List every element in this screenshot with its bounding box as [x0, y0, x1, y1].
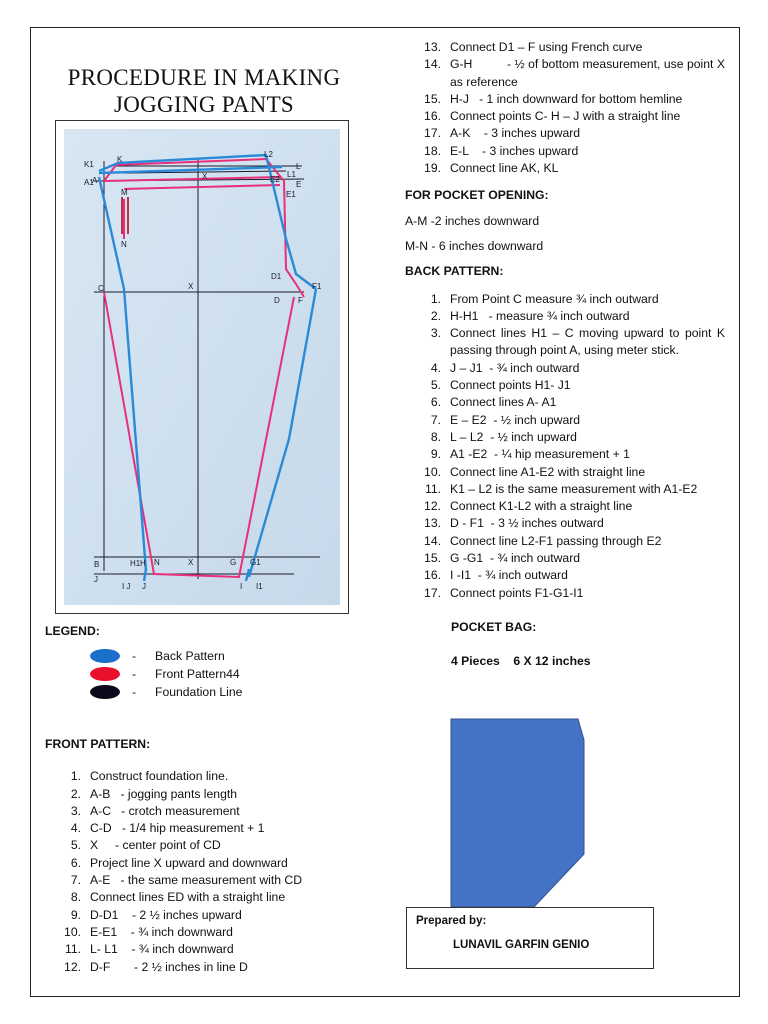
list-item	[405, 56, 729, 91]
prepared-by-label: Prepared by:	[416, 915, 487, 927]
list-number: 15.	[424, 551, 441, 566]
photo-label: H	[140, 559, 146, 568]
list-text: H-H1 - measure ¾ inch outward	[450, 308, 630, 323]
list-item	[45, 768, 335, 785]
photo-label: E1	[286, 190, 296, 199]
list-item	[405, 533, 725, 550]
list-item	[405, 394, 725, 411]
list-item	[45, 820, 335, 837]
list-text: A-E - the same measurement with CD	[90, 873, 302, 888]
list-number: 13.	[424, 40, 441, 54]
list-text: D-D1 - 2 ½ inches upward	[90, 907, 242, 922]
list-text: D-F - 2 ½ inches in line D	[90, 959, 248, 974]
front-pattern-list	[45, 768, 335, 976]
photo-label: A1	[84, 178, 94, 187]
list-number: 2.	[70, 786, 81, 801]
list-number: 10.	[424, 464, 441, 479]
photo-label: D1	[271, 272, 282, 281]
photo-label: B	[94, 560, 100, 569]
list-text: E-E1 - ¾ inch downward	[90, 924, 233, 939]
list-number: 8.	[70, 890, 81, 905]
front-pattern-section	[45, 736, 335, 976]
photo-label: K	[117, 155, 123, 164]
list-text: Connect lines H1 – C moving upward to point K passing through point A, using meter stick.	[450, 326, 729, 358]
list-text: C-D - 1/4 hip measurement + 1	[90, 821, 265, 836]
pocket-bag-spec: 4 Pieces 6 X 12 inches	[451, 654, 591, 669]
legend-heading: LEGEND:	[45, 624, 100, 638]
list-item	[405, 39, 725, 56]
photo-label: J	[94, 575, 98, 584]
list-number: 9.	[70, 907, 81, 922]
photo-label: J	[142, 582, 146, 591]
list-item	[45, 855, 335, 872]
list-number: 5.	[70, 838, 81, 853]
photo-label: H1	[130, 559, 141, 568]
list-item	[405, 377, 725, 394]
list-item	[45, 786, 335, 803]
list-text: E-L - 3 inches upward	[450, 143, 579, 158]
list-number: 3.	[430, 326, 441, 341]
list-text: Connect D1 – F using French curve	[450, 40, 643, 54]
list-item	[45, 872, 335, 889]
list-text: Connect lines A- A1	[450, 395, 557, 410]
list-number: 1.	[70, 769, 81, 784]
list-text: Connect points H1- J1	[450, 378, 571, 393]
photo-label: D	[274, 296, 280, 305]
list-text: L- L1 - ¾ inch downward	[90, 942, 234, 957]
right-column	[405, 39, 729, 671]
photo-label: A	[92, 176, 98, 185]
list-number: 10.	[64, 924, 81, 939]
list-item	[405, 160, 725, 177]
list-item	[405, 412, 725, 429]
list-number: 7.	[430, 412, 441, 427]
list-item	[45, 907, 335, 924]
list-item	[405, 429, 725, 446]
list-item	[405, 481, 725, 498]
list-item	[405, 91, 725, 108]
photo-label: F1	[312, 282, 322, 291]
list-text: Connect K1-L2 with a straight line	[450, 499, 633, 514]
list-number: 16.	[424, 109, 441, 124]
list-item	[45, 959, 335, 976]
list-number: 6.	[430, 395, 441, 410]
list-text: D - F1 - 3 ½ inches outward	[450, 516, 604, 531]
front-pattern-list-continued	[405, 39, 729, 177]
front-pattern-heading: FRONT PATTERN:	[45, 737, 151, 751]
list-text: J – J1 - ¾ inch outward	[450, 360, 580, 375]
pocket-opening-heading: FOR POCKET OPENING:	[405, 188, 549, 203]
photo-label: K1	[84, 160, 94, 169]
list-text: K1 – L2 is the same measurement with A1-E2	[450, 481, 698, 496]
photo-label: F	[298, 296, 303, 305]
pattern-photo-frame	[55, 120, 349, 614]
page-title	[36, 64, 372, 118]
photo-label: E	[296, 180, 302, 189]
list-text: E – E2 - ½ inch upward	[450, 412, 581, 427]
pocket-bag-heading: POCKET BAG:	[451, 619, 537, 634]
black-dot-icon	[90, 685, 120, 699]
list-text: Connect line AK, KL	[450, 161, 559, 176]
photo-label: N	[154, 558, 160, 567]
list-text: A-C - crotch measurement	[90, 803, 240, 818]
list-number: 14.	[424, 57, 441, 72]
blue-dot-icon	[90, 649, 120, 663]
list-item	[405, 585, 725, 602]
list-number: 9.	[430, 447, 441, 462]
list-number: 8.	[430, 429, 441, 444]
list-number: 12.	[64, 959, 81, 974]
list-text: Connect points F1-G1-I1	[450, 585, 584, 600]
list-item	[45, 924, 335, 941]
pocket-opening-line: M-N - 6 inches downward	[405, 238, 544, 253]
list-text: Project line X upward and downward	[90, 855, 288, 870]
photo-label: X	[188, 282, 194, 291]
list-number: 1.	[430, 291, 441, 306]
list-item	[405, 325, 729, 360]
list-item	[405, 360, 725, 377]
list-number: 16.	[424, 568, 441, 583]
pattern-photo	[64, 129, 340, 605]
photo-label: L1	[287, 170, 296, 179]
list-item	[45, 889, 335, 906]
photo-label: M	[121, 188, 128, 197]
list-number: 3.	[70, 803, 81, 818]
list-number: 7.	[70, 873, 81, 888]
photo-label: G1	[250, 558, 261, 567]
list-text: X - center point of CD	[90, 838, 221, 853]
list-item	[405, 446, 725, 463]
list-text: Connect points C- H – J with a straight line	[450, 109, 681, 124]
list-number: 17.	[424, 126, 441, 141]
list-text: G -G1 - ¾ inch outward	[450, 551, 581, 566]
photo-label: G	[230, 558, 237, 567]
list-number: 17.	[424, 585, 441, 600]
list-number: 11.	[424, 481, 441, 496]
list-text: G-H - ½ of bottom measurement, use point X as reference	[450, 57, 729, 89]
photo-label: I	[240, 582, 243, 591]
list-item	[45, 941, 335, 958]
prepared-by-name: LUNAVIL GARFIN GENIO	[453, 939, 590, 951]
list-number: 13.	[424, 516, 441, 531]
list-item	[405, 567, 725, 584]
list-item	[405, 108, 725, 125]
photo-label: C	[98, 284, 104, 293]
list-text: Connect line A1-E2 with straight line	[450, 464, 646, 479]
photo-label: L2	[264, 150, 273, 159]
list-number: 4.	[430, 360, 441, 375]
list-item	[405, 143, 725, 160]
list-text: A-K - 3 inches upward	[450, 126, 581, 141]
list-text: From Point C measure ¾ inch outward	[450, 291, 659, 306]
photo-label: X	[188, 558, 194, 567]
list-item	[45, 803, 335, 820]
list-item	[405, 125, 725, 142]
list-number: 18.	[424, 143, 441, 158]
list-item	[405, 308, 725, 325]
list-number: 14.	[424, 533, 441, 548]
list-text: Connect lines ED with a straight line	[90, 890, 286, 905]
photo-label: N	[121, 240, 127, 249]
pocket-bag-shape	[450, 718, 586, 908]
title-line-2: JOGGING PANTS	[113, 92, 295, 117]
list-item	[405, 464, 725, 481]
list-number: 15.	[424, 91, 441, 106]
pocket-opening-line: A-M -2 inches downward	[405, 213, 540, 228]
red-dot-icon	[90, 667, 120, 681]
list-text: A1 -E2 - ¼ hip measurement + 1	[450, 447, 630, 462]
photo-label: E2	[270, 175, 280, 184]
list-number: 19.	[424, 161, 441, 176]
list-item	[405, 498, 725, 515]
list-text: L – L2 - ½ inch upward	[450, 429, 577, 444]
list-number: 12.	[424, 499, 441, 514]
list-item	[405, 291, 725, 308]
photo-label: L	[296, 162, 301, 171]
list-number: 6.	[70, 855, 81, 870]
list-text: I -I1 - ¾ inch outward	[450, 568, 568, 583]
list-item	[45, 837, 335, 854]
list-number: 4.	[70, 821, 81, 836]
title-line-1: PROCEDURE IN MAKING	[67, 65, 341, 90]
list-text: H-J - 1 inch downward for bottom hemline	[450, 91, 683, 106]
list-item	[405, 550, 725, 567]
list-number: 11.	[64, 942, 81, 957]
photo-label: I1	[256, 582, 263, 591]
prepared-by-box	[406, 907, 654, 969]
photo-label: I J	[122, 582, 131, 591]
photo-label: X	[202, 172, 208, 181]
list-number: 5.	[430, 378, 441, 393]
back-pattern-heading: BACK PATTERN:	[405, 264, 504, 279]
list-number: 2.	[430, 308, 441, 323]
list-item	[405, 515, 725, 532]
back-pattern-list	[405, 291, 729, 602]
list-text: A-B - jogging pants length	[90, 786, 238, 801]
list-text: Construct foundation line.	[90, 769, 229, 784]
list-text: Connect line L2-F1 passing through E2	[450, 533, 662, 548]
